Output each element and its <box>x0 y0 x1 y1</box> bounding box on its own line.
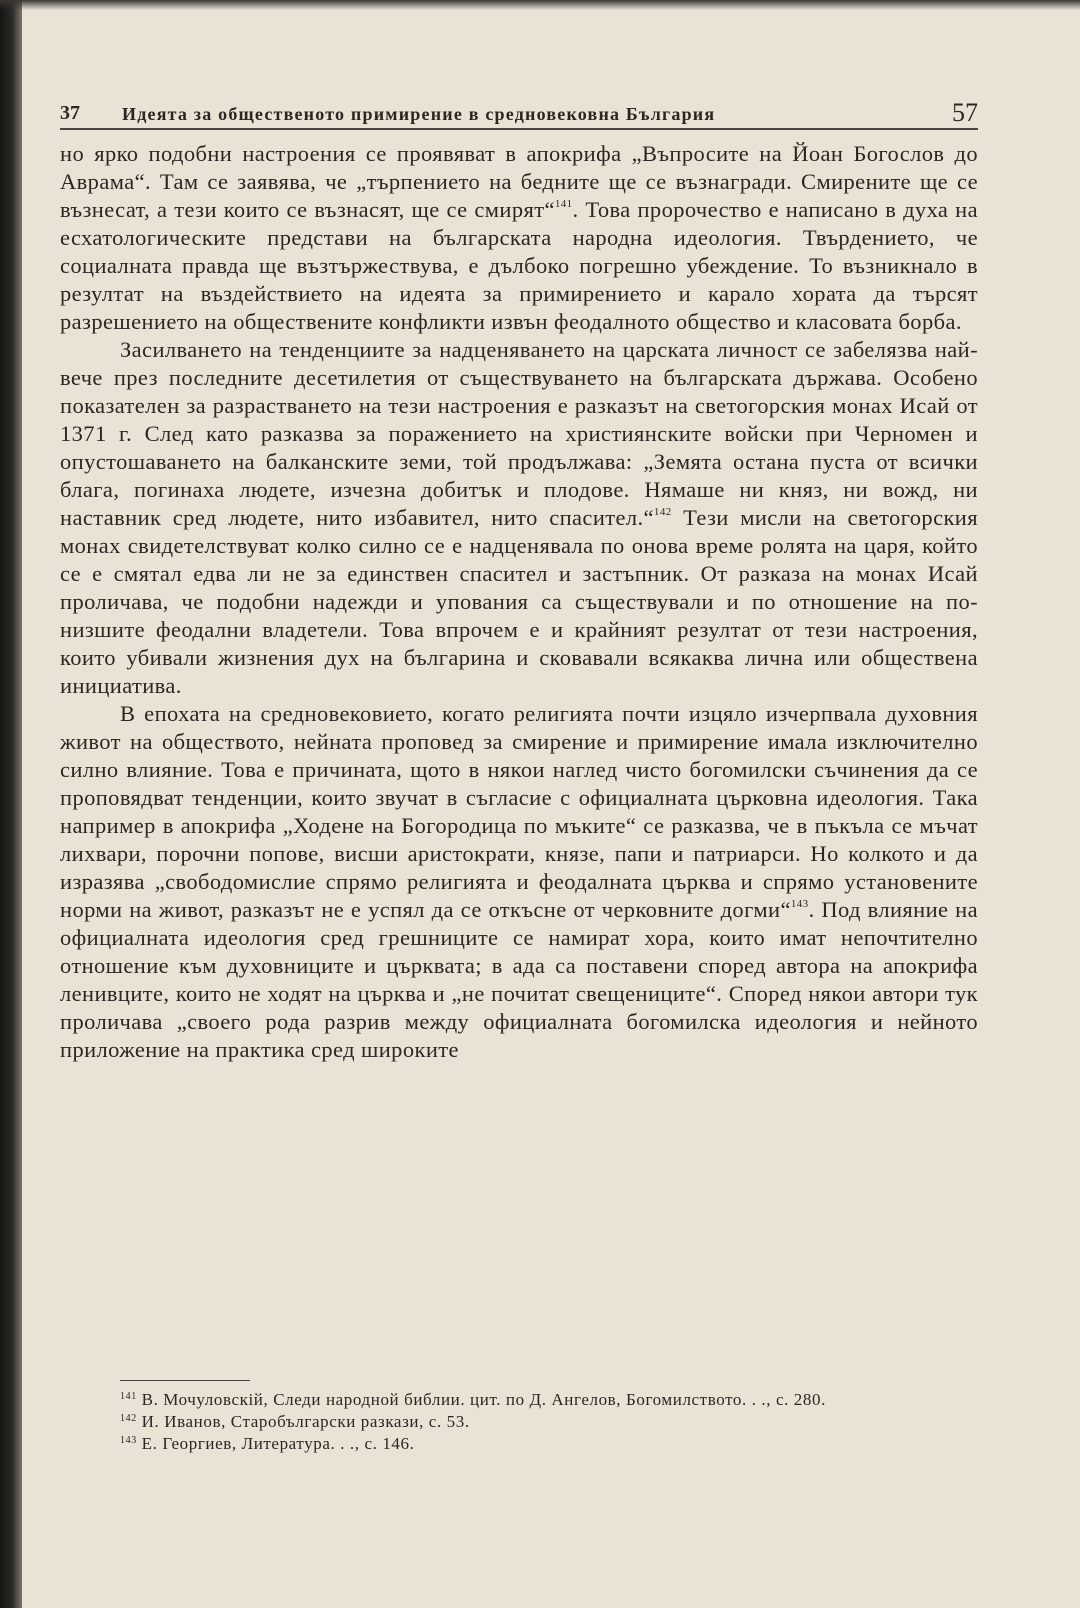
running-title: Идеята за общественото примирение в средновековна България <box>122 104 716 124</box>
text-run: В епохата на средновековието, когато религията почти изцяло изчерпвала духовния живот на обществото, нейната проповед за смирение и примирение имала изключително силно влияние. Това е причината, щото в някои наглед чисто богомилски съчинения да се проповядват тенденции, които звучат в съгласие с официалната църковна идеология. Така например в апокрифа „Ходене на Богородица по мъките“ се разказва, че в пъкъла се мъчат лихвари, порочни попове, висши аристократи, князе, папи и патриарси. Но колкото и да изразява „свободомислие спрямо религията и феодалната църква и спрямо установените норми на живот, разказът не е успял да се откъсне от черковните догми“ <box>60 701 978 922</box>
footnote-ref-141[interactable]: 141 <box>554 198 573 210</box>
book-page <box>60 98 978 1064</box>
footnote-ref-143[interactable]: 143 <box>790 898 809 910</box>
footnote-number: 142 <box>120 1413 137 1424</box>
text-run: Засилването на тенденциите за надценяването на царската личност се забелязва най-вече през последните десетилетия от съществуването на българската държава. Особено показателен за разрастването на тези настроения е разказът на светогорския монах Исай от 1371 г. След като разказва за поражението на християнските войски при Черномен и опустошаването на балканските земи, той продължава: „Земята остана пуста от всички блага, погинаха людете, изчезна добитък и плодове. Нямаше ни княз, ни вожд, ни наставник сред людете, нито избавител, нито спасител.“ <box>60 337 978 530</box>
footnote-141 <box>60 1389 978 1411</box>
paragraph-3 <box>60 700 978 1064</box>
book-spine-shadow <box>0 0 22 1608</box>
paragraph-2 <box>60 336 978 700</box>
text-run: . Това пророчество е написано в духа на есхатологическите представи на българската народна идеология. Твърдението, че социалната правда ще възтържествува, е дълбоко погрешно убеждение. То възникнало в резултат на въздействието на идеята за примирението и карало хората да търсят разрешението на обществените конфликти извън феодалното общество и класовата борба. <box>60 197 978 334</box>
footnote-text: И. Иванов, Старобългарски разкази, с. 53. <box>141 1412 470 1431</box>
body-text <box>60 140 978 1064</box>
section-number: 37 <box>60 102 80 124</box>
footnote-number: 143 <box>120 1435 137 1446</box>
text-run: . Под влияние на официалната идеология сред грешниците се намират хора, които имат непочтително отношение към духовниците и църквата; в ада са поставени според автора на апокрифа ленивците, които не ходят на църква и „не почитат свещениците“. Според някои автори тук проличава „своего рода разрив между официалната богомилска идеология и нейното приложение на практика сред широките <box>60 897 978 1062</box>
page-top-shadow <box>0 0 1080 10</box>
running-header <box>60 98 978 130</box>
footnotes <box>60 1380 978 1455</box>
footnote-142 <box>60 1411 978 1433</box>
page-number: 57 <box>952 98 978 127</box>
text-run: но ярко подобни настроения се проявяват в апокрифа „Въпросите на Йоан Богослов до Аврама“. Там се заявява, че „търпението на бедните ще се възнагради. Смирените ще се възнесат, а тези които се възнасят, ще се смирят“ <box>60 141 978 222</box>
footnote-number: 141 <box>120 1391 137 1402</box>
footnote-ref-142[interactable]: 142 <box>653 506 672 518</box>
footnote-143 <box>60 1433 978 1455</box>
text-run: Тези мисли на светогорския монах свидетелствуват колко силно се е надценявала по онова време ролята на царя, който се е смятал едва ли не за единствен спасител и застъпник. От разказа на монах Исай проличава, че подобни надежди и упования са съществували и по отношение на по-низшите феодални владетели. Това впрочем е и крайният резултат от тези настроения, които убивали жизнения дух на българина и сковавали всякаква лична или обществена инициатива. <box>60 505 978 698</box>
footnote-text: Е. Георгиев, Литература. . ., с. 146. <box>141 1434 415 1453</box>
footnote-text: В. Мочуловскій, Следи народной библии. цит. по Д. Ангелов, Богомилството. . ., с. 280. <box>141 1390 826 1409</box>
paragraph-1 <box>60 140 978 336</box>
footnote-divider <box>120 1380 250 1381</box>
